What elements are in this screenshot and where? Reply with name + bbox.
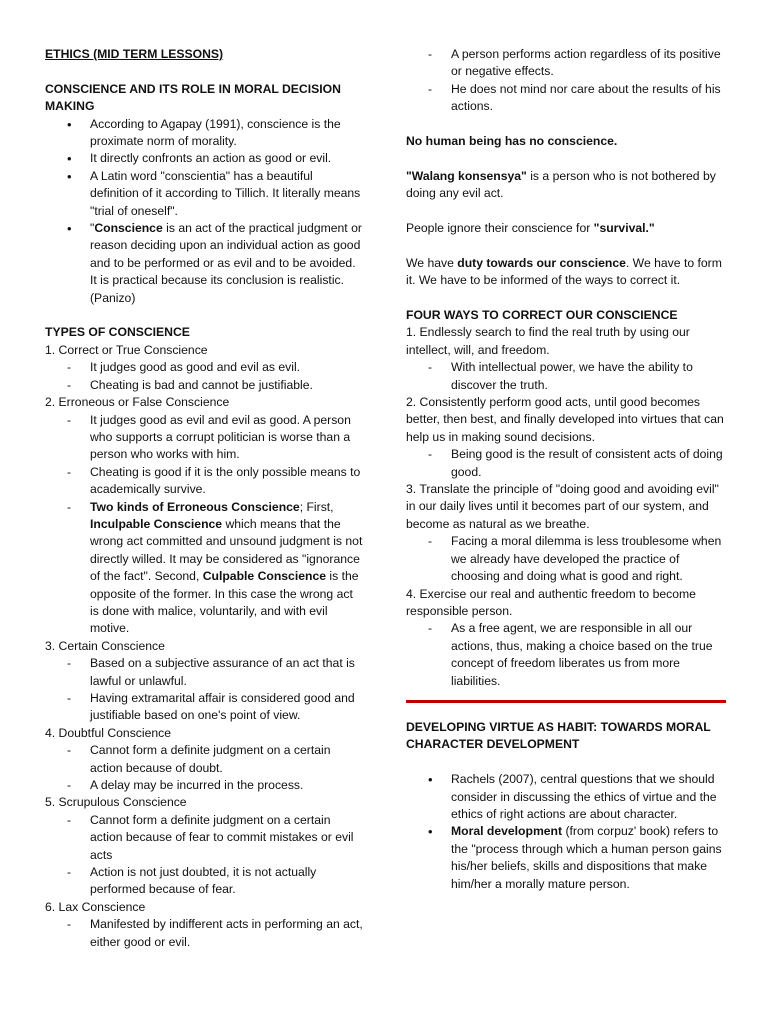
list-item: • Rachels (2007), central questions that we should consider in discussing the ethics of virtue and the ethics of right actions are about character. — [406, 771, 728, 823]
section-heading-conscience: CONSCIENCE AND ITS ROLE IN MORAL DECISION MAKING — [45, 81, 341, 114]
list-item: - It judges good as good and evil as evil. — [45, 359, 363, 376]
type-heading: 1. Correct or True Conscience — [45, 342, 208, 357]
left-column — [45, 46, 363, 951]
way-item: 1. Endlessly search to find the real truth by using our intellect, will, and freedom. — [406, 325, 690, 357]
list-item: • Moral development (from corpuz' book) refers to the "process through which a human person gains his/her beliefs, skills and dispositions that make him/her a morally mature person. — [406, 823, 728, 893]
type-heading: 2. Erroneous or False Conscience — [45, 395, 230, 410]
list-item: - Cheating is good if it is the only possible means to academically survive. — [45, 464, 363, 499]
paragraph-walang: "Walang konsensya" is a person who is not bothered by doing any evil act. — [406, 168, 716, 201]
section-heading-types: TYPES OF CONSCIENCE — [45, 325, 190, 340]
list-item: - Being good is the result of consistent acts of doing good. — [406, 446, 728, 481]
list-item: - Action is not just doubted, it is not actually performed because of fear. — [45, 864, 363, 899]
type-heading: 6. Lax Conscience — [45, 899, 146, 914]
list-item: - Cannot form a definite judgment on a certain action because of fear to commit mistakes or evil acts — [45, 812, 363, 864]
list-item: - Cheating is bad and cannot be justifiable. — [45, 377, 363, 394]
list-item: • A Latin word "conscientia" has a beautiful definition of it according to Tillich. It literally means "trial of oneself". — [45, 168, 363, 220]
doc-title: ETHICS (MID TERM LESSONS) — [45, 47, 224, 61]
type-heading: 3. Certain Conscience — [45, 638, 165, 653]
list-item: - With intellectual power, we have the ability to discover the truth. — [406, 359, 728, 394]
list-item: - Facing a moral dilemma is less troublesome when we already have developed the practice of choosing and doing what is good and right. — [406, 533, 728, 585]
paragraph-survival: People ignore their conscience for "survival." — [406, 221, 655, 236]
list-item: - It judges good as evil and evil as good. A person who supports a corrupt politician is worse than a person who works with him. — [45, 412, 363, 464]
list-item: - Having extramarital affair is considered good and justifiable based on one's point of view. — [45, 690, 363, 725]
list-item: - He does not mind nor care about the results of his actions. — [406, 81, 728, 116]
paragraph-duty: We have duty towards our conscience. We have to form it. We have to be informed of the ways to correct it. — [406, 255, 722, 288]
list-item: - A person performs action regardless of its positive or negative effects. — [406, 46, 728, 81]
section-heading-virtue: DEVELOPING VIRTUE AS HABIT: TOWARDS MORAL CHARACTER DEVELOPMENT — [406, 719, 711, 752]
type-heading: 4. Doubtful Conscience — [45, 725, 172, 740]
way-item: 2. Consistently perform good acts, until good becomes better, then best, and finally developed into virtues that can help us in making sound decisions. — [406, 395, 724, 444]
way-item: 3. Translate the principle of "doing good and avoiding evil" in our daily lives until it becomes part of our system, and become as natural as we breathe. — [406, 482, 719, 531]
type-heading: 5. Scrupulous Conscience — [45, 795, 187, 810]
red-divider — [406, 700, 726, 703]
list-item: - Based on a subjective assurance of an act that is lawful or unlawful. — [45, 655, 363, 690]
section-heading-four-ways: FOUR WAYS TO CORRECT OUR CONSCIENCE — [406, 308, 678, 323]
statement-no-human: No human being has no conscience. — [406, 134, 618, 149]
list-item: - As a free agent, we are responsible in all our actions, thus, making a choice based on the true concept of freedom liberates us from more liabilities. — [406, 620, 728, 690]
list-item: • It directly confronts an action as good or evil. — [45, 150, 363, 167]
way-item: 4. Exercise our real and authentic freedom to become responsible person. — [406, 586, 696, 618]
right-column — [406, 46, 728, 893]
list-item: - A delay may be incurred in the process. — [45, 777, 363, 794]
list-item: - Manifested by indifferent acts in performing an act, either good or evil. — [45, 916, 363, 951]
list-item: - Two kinds of Erroneous Conscience; First, Inculpable Conscience which means that the wrong act committed and unsound judgment is not directly willed. It may be considered as "ignorance of the fact". Second, Culpable Conscience is the opposite of the former. In this case the wrong act is done with malice, voluntarily, and with evil motive. — [45, 499, 363, 638]
list-item: - Cannot form a definite judgment on a certain action because of doubt. — [45, 742, 363, 777]
list-item: • "Conscience is an act of the practical judgment or reason deciding upon an individual action as good and to be performed or as evil and to be avoided. It is practical because its conclusion is realistic. (Panizo) — [45, 220, 363, 307]
list-item: • According to Agapay (1991), conscience is the proximate norm of morality. — [45, 116, 363, 151]
